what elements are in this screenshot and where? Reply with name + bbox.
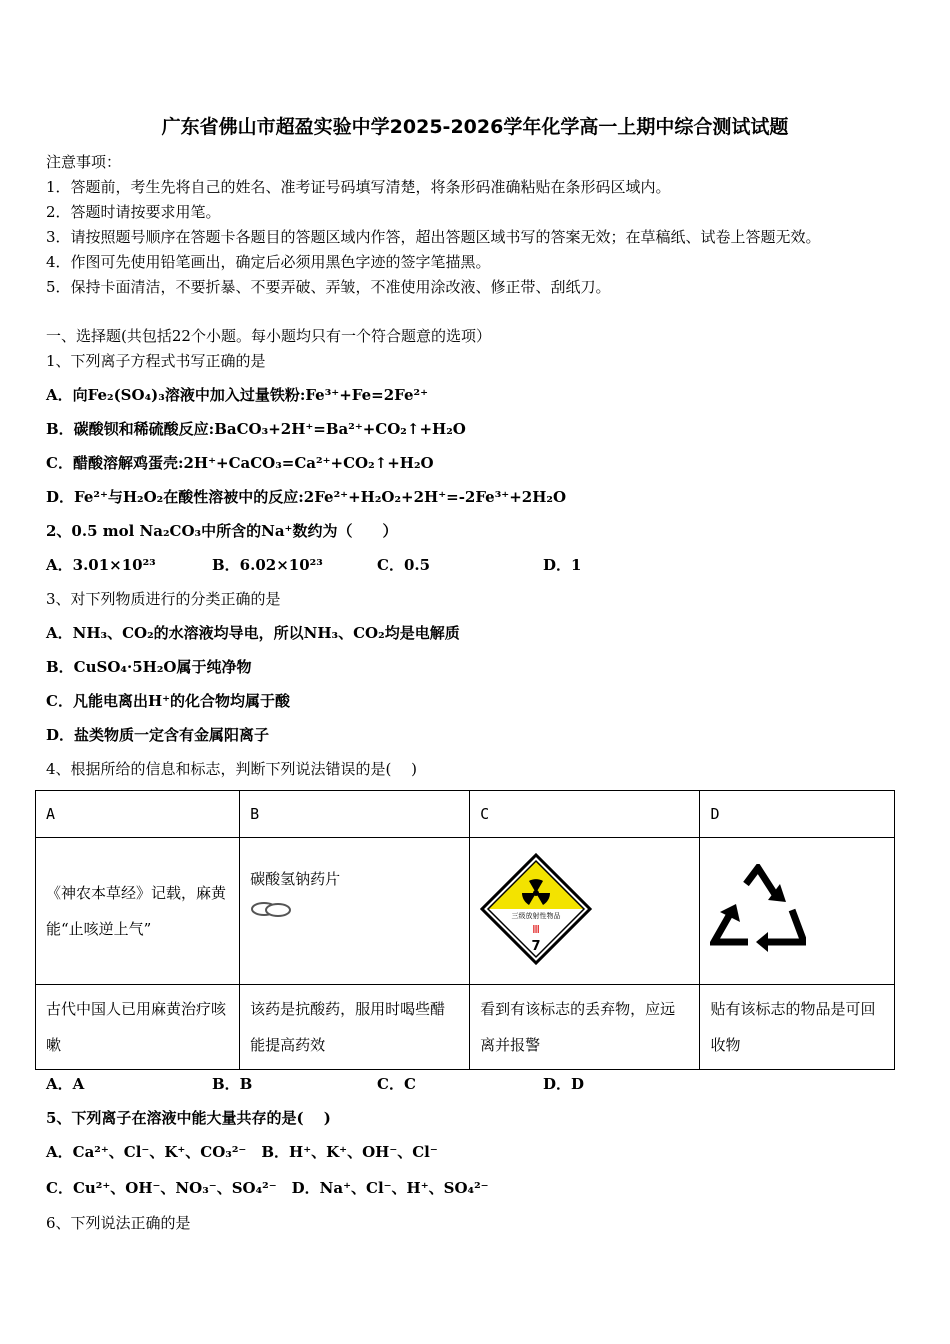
q4-option-c: C．C [377,1075,416,1093]
q5-options-cd: C．Cu²⁺、OH⁻、NO₃⁻、SO₄²⁻ D．Na⁺、Cl⁻、H⁺、SO₄²⁻ [46,1179,489,1197]
q2-option-b: B．6.02×10²³ [212,556,323,574]
q4-info-b-cell [240,838,470,985]
q2-option-a: A．3.01×10²³ [46,556,156,574]
q4-option-a: A．A [46,1075,85,1093]
q4-recycle-cell [700,838,895,985]
q3-stem: 3、对下列物质进行的分类正确的是 [46,590,281,608]
q2-option-c: C．0.5 [377,556,431,574]
q4-header-c: C [470,791,700,838]
q4-info-a: 《神农本草经》记载，麻黄能“止咳逆上气” [36,838,240,985]
q1-option-d: D．Fe²⁺与H₂O₂在酸性溶被中的反应:2Fe²⁺+H₂O₂+2H⁺=-2Fe³⁺+2H₂O [46,488,567,506]
notice-item-1: 1．答题前，考生先将自己的姓名、准考证号码填写清楚，将条形码准确粘贴在条形码区域内。 [46,178,671,196]
notice-heading: 注意事项： [46,153,122,171]
q6-stem: 6、下列说法正确的是 [46,1214,191,1232]
q4-header-d: D [700,791,895,838]
sign-roman: Ⅲ [532,923,540,936]
q4-stem: 4、根据所给的信息和标志，判断下列说法错误的是( ) [46,760,418,778]
q4-desc-b: 该药是抗酸药，服用时喝些醋能提高药效 [240,985,470,1070]
q4-header-a: A [36,791,240,838]
q2-stem: 2、0.5 mol Na₂CO₃中所含的Na⁺数约为（ ） [46,522,398,540]
q1-option-c: C．醋酸溶解鸡蛋壳:2H⁺+CaCO₃=Ca²⁺+CO₂↑+H₂O [46,454,434,472]
notice-item-3: 3．请按照题号顺序在答题卡各题目的答题区域内作答，超出答题区域书写的答案无效；在草稿纸、试卷上答题无效。 [46,228,821,246]
q1-option-a: A．向Fe₂(SO₄)₃溶液中加入过量铁粉:Fe³⁺+Fe=2Fe²⁺ [46,386,429,404]
q4-header-b: B [240,791,470,838]
q5-stem: 5、下列离子在溶液中能大量共存的是( ) [46,1109,331,1127]
notice-item-2: 2．答题时请按要求用笔。 [46,203,221,221]
q4-desc-c: 看到有该标志的丢弃物，应远离并报警 [470,985,700,1070]
q3-option-b: B．CuSO₄·5H₂O属于纯净物 [46,658,252,676]
q1-option-b: B．碳酸钡和稀硫酸反应:BaCO₃+2H⁺=Ba²⁺+CO₂↑+H₂O [46,420,466,438]
q5-options-ab: A．Ca²⁺、Cl⁻、K⁺、CO₃²⁻ B．H⁺、K⁺、OH⁻、Cl⁻ [46,1143,438,1161]
notice-item-5: 5．保持卡面清洁，不要折暴、不要弄破、弄皱，不准使用涂改液、修正带、刮纸刀。 [46,278,611,296]
q3-option-c: C．凡能电离出H⁺的化合物均属于酸 [46,692,291,710]
q4-desc-d: 贴有该标志的物品是可回收物 [700,985,895,1070]
section-heading: 一、选择题(共包括22个小题。每小题均只有一个符合题意的选项） [46,327,491,345]
q2-option-d: D．1 [543,556,582,574]
q3-option-a: A．NH₃、CO₂的水溶液均导电，所以NH₃、CO₂均是电解质 [46,624,460,642]
q4-table [35,790,895,1070]
q3-option-d: D．盐类物质一定含有金属阳离子 [46,726,270,744]
q4-option-b: B．B [212,1075,253,1093]
q4-desc-a: 古代中国人已用麻黄治疗咳嗽 [36,985,240,1070]
q4-info-b: 碳酸氢钠药片 [250,869,341,888]
tablets-icon [250,897,294,921]
sign-label: 三级放射性物品 [511,912,561,920]
q1-stem: 1、下列离子方程式书写正确的是 [46,352,266,370]
page-title: 广东省佛山市超盈实验中学2025-2026学年化学高一上期中综合测试试题 [161,116,789,138]
q4-sign-cell [470,838,700,985]
sign-class: 7 [531,939,541,954]
q4-option-d: D．D [543,1075,585,1093]
radioactive-warning-icon [480,853,592,965]
notice-item-4: 4．作图可先使用铅笔画出，确定后必须用黑色字迹的签字笔描黑。 [46,253,491,271]
recycle-icon [710,864,806,954]
